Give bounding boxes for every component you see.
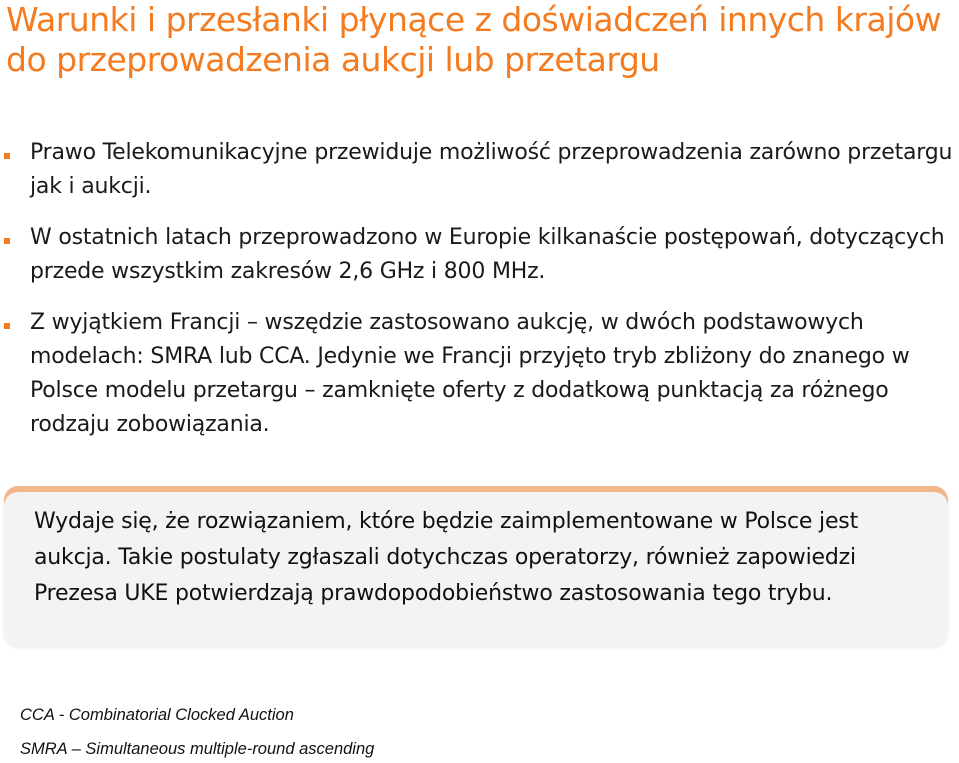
square-bullet-icon <box>4 323 10 329</box>
bullet-item <box>0 306 959 442</box>
bullet-list <box>0 136 959 442</box>
bullet-item <box>0 221 959 289</box>
footnote-cca: CCA - Combinatorial Clocked Auction <box>20 706 294 724</box>
slide-title: Warunki i przesłanki płynące z doświadczeń innych krajów do przeprowadzenia aukcji lub przetargu <box>6 0 942 79</box>
bullet-text: W ostatnich latach przeprowadzono w Europie kilkanaście postępowań, dotyczących przede wszystkim zakresów 2,6 GHz i 800 MHz. <box>30 225 945 284</box>
bullet-text: Prawo Telekomunikacyjne przewiduje możliwość przeprowadzenia zarówno przetargu jak i aukcji. <box>30 140 953 199</box>
callout-text: Wydaje się, że rozwiązaniem, które będzie zaimplementowane w Polsce jest aukcja. Takie postulaty zgłaszali dotychczas operatorzy, również zapowiedzi Prezesa UKE potwierdzają prawdopodobieństwo zastosowania tego trybu. <box>34 509 858 606</box>
bullet-text: Z wyjątkiem Francji – wszędzie zastosowano aukcję, w dwóch podstawowych modelach: SMRA lub CCA. Jedynie we Francji przyjęto tryb zbliżony do znanego w Polsce modelu przetargu – zamknięte oferty z dodatkową punktacją za różnego rodzaju zobowiązania. <box>30 310 910 437</box>
square-bullet-icon <box>4 238 10 244</box>
bullet-item <box>0 136 959 204</box>
conclusion-callout <box>4 486 948 646</box>
square-bullet-icon <box>4 153 10 159</box>
footnote-smra: SMRA – Simultaneous multiple-round ascending <box>20 740 375 758</box>
